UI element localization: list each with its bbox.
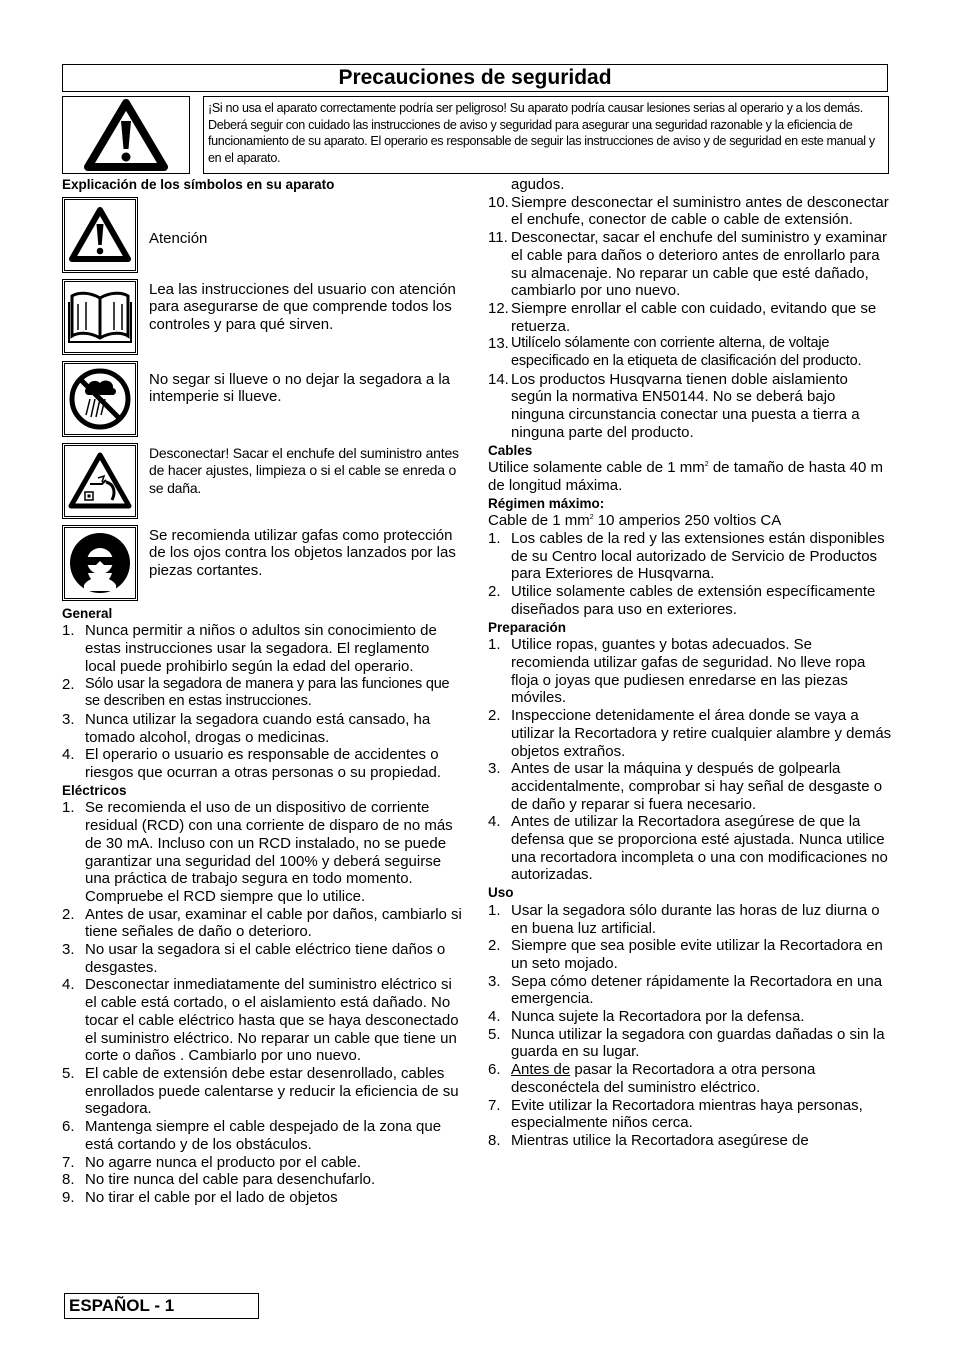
symbol-row: [62, 443, 462, 519]
list-item: [488, 1097, 892, 1132]
list-number: 4.: [488, 1008, 501, 1026]
list-number: 8.: [62, 1171, 75, 1189]
list-text: Sólo usar la segadora de manera y para las funciones que se describen en estas instrucciones.: [85, 675, 450, 710]
list-text: Utilícelo sólamente con corriente alterna, de voltaje especificado en la etiqueta de clasificación del producto.: [511, 335, 862, 370]
cables-text: Utilice solamente cable de 1 $mm^2$ de tamaño de hasta 40 m de longitud máxima.: [488, 459, 883, 494]
list-text: Siempre que sea posible evite utilizar la Recortadora en un seto mojado.: [511, 937, 883, 972]
list-number: 3.: [62, 710, 75, 728]
symbols-heading: Explicación de los símbolos en su aparato: [62, 177, 335, 192]
symbol-text: Atención: [149, 229, 208, 247]
list-item: [62, 799, 462, 905]
list-item: [62, 941, 462, 976]
symbol-text: Lea las instrucciones del usuario con atención para asegurarse de que comprende todos los controles y para qué sirven.: [149, 280, 456, 333]
list-text: Mientras utilice la Recortadora asegúrese de: [511, 1131, 809, 1149]
list-text: Mantenga siempre el cable despejado de la zona que está cortando y de los obstáculos.: [85, 1118, 442, 1153]
list-text: Los cables de la red y las extensiones están disponibles de su Centro local autorizado de Servicio de Productos para Exteriores de Husqvarna.: [511, 530, 885, 583]
list-text: Los productos Husqvarna tienen doble aislamiento según la normativa EN50144. No se deberá bajo ninguna circunstancia conectar una puesta a tierra a ninguna parte del producto.: [511, 370, 860, 441]
preparacion-heading: Preparación: [488, 619, 567, 635]
list-number: 6.: [488, 1061, 501, 1079]
symbol-frame: [62, 443, 138, 519]
list-text: Nunca utilizar la segadora con guardas dañadas o sin la guarda en su lugar.: [511, 1025, 885, 1061]
list-item: [62, 1118, 462, 1153]
page-footer: ESPAÑOL - 1: [64, 1293, 259, 1319]
list-number: 12.: [488, 299, 509, 317]
list-item: [488, 1008, 892, 1026]
list-number: 1.: [62, 799, 75, 817]
list-number: 1.: [488, 636, 501, 654]
list-number: 1.: [488, 530, 501, 548]
list-text: El operario o usuario es responsable de accidentes o riesgos que ocurran a otras personas o su propiedad.: [85, 746, 442, 782]
list-text: El cable de extensión debe estar desenrollado, cables enrollados puede calentarse y reducir la eficiencia de su segadora.: [85, 1064, 459, 1118]
symbol-text: Desconectar! Sacar el enchufe del suministro antes de hacer ajustes, limpieza o si el cable se enreda o se daña.: [149, 444, 459, 496]
list-text: No tirar el cable por el lado de objetos: [85, 1188, 338, 1206]
list-text: Siempre desconectar el suministro antes de desconectar el enchufe, conector de cable o cable de extensión.: [511, 193, 889, 229]
list-item: [488, 371, 892, 442]
list-number: 5.: [62, 1064, 75, 1082]
manual-book-icon: [68, 290, 132, 344]
list-number: 13.: [488, 335, 509, 353]
list-item: [488, 1132, 892, 1150]
list-text: Sepa cómo detener rápidamente la Recortadora en una emergencia.: [511, 972, 883, 1008]
right-column: [488, 176, 892, 1150]
list-item: [488, 583, 892, 618]
list-item: [488, 760, 892, 813]
warning-icon-box: [62, 96, 190, 174]
list-item: [488, 194, 892, 229]
list-item: [488, 530, 892, 583]
no-rain-icon: [68, 367, 132, 431]
list-item: [488, 937, 892, 972]
list-item: [488, 902, 892, 937]
list-number: 1.: [62, 622, 75, 640]
list-text: Nunca permitir a niños o adultos sin conocimiento de estas instrucciones usar la segadora. El reglamento local puede prohibirlo según la edad del operario.: [85, 622, 437, 675]
list-text: Desconectar inmediatamente del suministro eléctrico si el cable está cortado, o el aislamiento está dañado. No tocar el cable eléctrico hasta que se haya desconectado el suministro eléctrico. No reparar un cable que tiene un corte o daños . Cambiarlo por uno nuevo.: [85, 976, 459, 1065]
list-number: 5.: [488, 1025, 501, 1043]
symbol-row: [62, 361, 462, 437]
list-item: [62, 1154, 462, 1172]
list-number: 9.: [62, 1188, 75, 1206]
list-text: Utilice solamente cables de extensión específicamente diseñados para uso en exteriores.: [511, 583, 876, 618]
list-text: Nunca utilizar la segadora cuando está cansado, ha tomado alcohol, drogas o medicinas.: [85, 710, 431, 746]
list-text: Antes de usar la máquina y después de golpearla accidentalmente, comprobar si hay señal de desgaste o de daño y reparar si fuera necesario.: [511, 760, 883, 813]
list-item: [488, 973, 892, 1008]
list-number: 10.: [488, 193, 509, 211]
symbol-frame: [62, 279, 138, 355]
cables-heading: Cables: [488, 442, 533, 458]
list-item: [488, 300, 892, 335]
list-text: No usar la segadora si el cable eléctrico tiene daños o desgastes.: [85, 941, 446, 976]
list-text: Siempre enrollar el cable con cuidado, evitando que se retuerza.: [511, 299, 877, 335]
electric-hazard-icon: [68, 452, 132, 510]
list-text: Antes de utilizar la Recortadora asegúrese de que la defensa que se proporciona esté ajustada. Nunca utilice una recortadora incompleta o una con modificaciones no autorizadas.: [511, 813, 888, 884]
list-text: agudos.: [511, 176, 565, 193]
list-item: [62, 676, 462, 711]
symbol-frame: [62, 197, 138, 273]
general-heading: General: [62, 605, 113, 621]
list-number: 8.: [488, 1131, 501, 1149]
list-item: [62, 906, 462, 941]
list-item: [488, 707, 892, 760]
list-number: 7.: [62, 1153, 75, 1171]
list-number: 3.: [62, 941, 75, 959]
symbol-frame: [62, 525, 138, 601]
electricos-heading: Eléctricos: [62, 782, 127, 798]
list-number: 4.: [488, 813, 501, 831]
regimen-text: Cable de 1 $mm^2$ 10 amperios 250 voltios CA: [488, 512, 782, 530]
list-item-continued: [488, 176, 892, 194]
list-text: Antes de usar, examinar el cable por daños, cambiarlo si tiene señales de daño o deterioro.: [85, 905, 462, 941]
symbol-text: Se recomienda utilizar gafas como protección de los ojos contra los objetos lanzados por las piezas cortantes.: [149, 526, 456, 579]
list-item: [62, 622, 462, 675]
list-item: [62, 976, 462, 1065]
list-item: [488, 636, 892, 707]
list-item: [488, 813, 892, 884]
list-number: 3.: [488, 972, 501, 990]
list-number: 2.: [488, 707, 501, 725]
symbol-row: [62, 279, 462, 355]
list-number: 14.: [488, 370, 509, 388]
list-text: Utilice ropas, guantes y botas adecuados. Se recomienda utilizar gafas de seguridad. No lleve ropa floja o joyas que pudiesen enredarse en las piezas móviles.: [511, 636, 866, 707]
symbol-frame: [62, 361, 138, 437]
list-item: [488, 1061, 892, 1096]
list-number: 2.: [62, 905, 75, 923]
symbol-row: [62, 197, 462, 273]
list-text: Inspeccione detenidamente el área donde se vaya a utilizar la Recortadora y retire cualquier alambre y demás objetos extraños.: [511, 707, 892, 760]
list-number: 4.: [62, 746, 75, 764]
list-item: [62, 1065, 462, 1118]
list-text: Antes de pasar la Recortadora a otra persona desconéctela del suministro eléctrico.: [511, 1061, 816, 1096]
list-number: 2.: [488, 583, 501, 601]
list-number: 1.: [488, 901, 501, 919]
eye-protection-icon: [68, 531, 132, 595]
list-number: 6.: [62, 1118, 75, 1136]
regimen-heading: Régimen máximo:: [488, 495, 605, 511]
list-number: 3.: [488, 760, 501, 778]
list-item: [488, 229, 892, 300]
list-text: No tire nunca del cable para desenchufarlo.: [85, 1171, 376, 1189]
list-item: [62, 1189, 462, 1207]
list-item: [62, 746, 462, 781]
uso-heading: Uso: [488, 885, 514, 901]
warning-text: ¡Si no usa el aparato correctamente podría ser peligroso! Su aparato podría causar lesiones serias al operario y a los demás. Deberá seguir con cuidado las instrucciones de aviso y seguridad para asegurar una seguridad razonable y la eficiencia de funcionamiento de su aparato. El operario es responsable de seguir las instrucciones de aviso y de seguridad en este manual y en el aparato.: [203, 96, 889, 174]
list-text: Nunca sujete la Recortadora por la defensa.: [511, 1008, 805, 1026]
list-number: 11.: [488, 229, 508, 247]
list-number: 2.: [488, 937, 501, 955]
page-title: Precauciones de seguridad: [62, 64, 888, 92]
list-number: 2.: [62, 675, 75, 693]
list-text: Evite utilizar la Recortadora mientras haya personas, especialmente niños cerca.: [511, 1096, 863, 1132]
list-text: Desconectar, sacar el enchufe del suministro y examinar el cable para daños o deterioro antes de enrollarlo para su almacenaje. No reparar un cable que esté dañado, cambiarlo por uno nuevo.: [511, 229, 888, 300]
warning-triangle-icon: [69, 207, 131, 263]
list-text: Usar la segadora sólo durante las horas de luz diurna o en buena luz artificial.: [511, 901, 880, 937]
symbol-text: No segar si llueve o no dejar la segadora a la intemperie si llueve.: [149, 370, 451, 406]
left-column: [62, 176, 462, 1207]
symbol-row: [62, 525, 462, 601]
list-text: No agarre nunca el producto por el cable.: [85, 1153, 362, 1171]
list-number: 7.: [488, 1096, 501, 1114]
list-item: [62, 1171, 462, 1189]
list-item: [62, 711, 462, 746]
underlined-text: Antes de: [511, 1061, 571, 1079]
list-item: [488, 1026, 892, 1061]
list-number: 4.: [62, 976, 75, 994]
list-text: Se recomienda el uso de un dispositivo de corriente residual (RCD) con una corriente de disparo de no más de 30 mA. Incluso con un RCD instalado, no se puede garantizar una seguridad del 100% y deberá seguirse una práctica de trabajo segura en todo momento. Compruebe el RCD siempre que lo utilice.: [85, 799, 453, 905]
warning-triangle-icon: [84, 99, 168, 171]
list-item: [488, 335, 892, 370]
